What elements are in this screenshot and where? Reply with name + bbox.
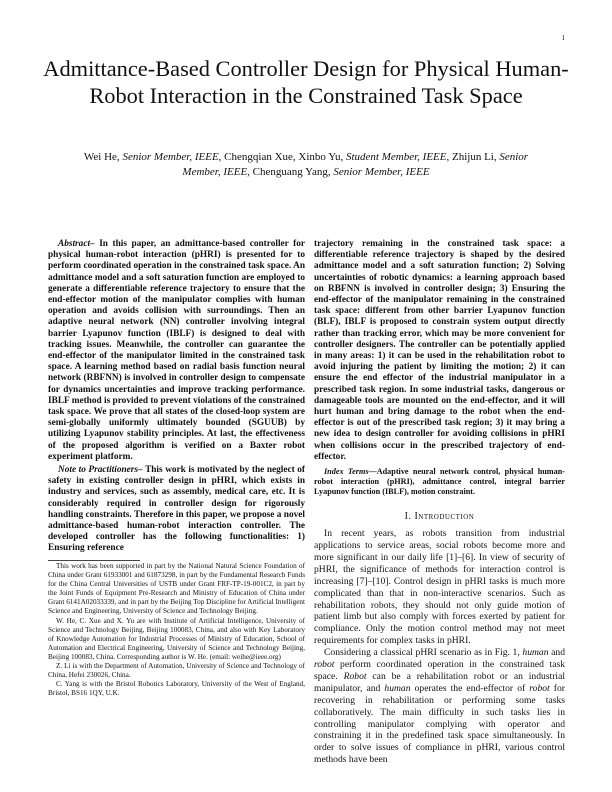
footnote: W. He, C. Xue and X. Yu are with Institute of Artificial Intelligence, University of Science and Technology Beijing, Beijing 100083, China, and also with Key Laboratory of Knowledge Automation for Industrial Processes of Ministry of Education, School of Automation and Electrical Engineering, University of Science and Technology Beijing, Beijing 100083, China. Corresponding author is W. He. (email: weihe@ieee.org) (48, 616, 305, 661)
page-number: 1 (561, 34, 565, 42)
note-lead: Note to Practitioners– (58, 465, 143, 476)
intro-text: and (548, 647, 565, 659)
footnotes (48, 562, 305, 698)
author-text: , Zhijun Li, (446, 151, 500, 163)
footnote: Z. Li is with the Department of Automation, University of Science and Technology of China, Hefei 230026, China. (48, 662, 305, 680)
left-column (48, 239, 305, 557)
footnote: This work has been supported in part by the National Natural Science Foundation of China under Grant 61933001 and 61873298, in part by the Fundamental Research Funds for the China Central Universities of USTB under Grant FRF-TP-19-001C2, in part by the Joint Funds of Equipment Pre-Research and Ministry of Education of China under Grant 6141A02033339, and in part by the Beijing Top Discipline for Artificial Intelligent Science and Engineering, University of Science and Technology Beijing. (48, 562, 305, 616)
intro-text: Considering a classical pHRI scenario as in Fig. 1, (324, 647, 523, 659)
index-text: —Adaptive neural network control, physical human-robot interaction (pHRI), admittance control, integral barrier Lyapunov function (IBLF), motion constraint. (314, 467, 565, 497)
intro-text: perform coordinated operation in the constrained task space. (314, 659, 565, 682)
intro-text: for recovering in rehabilitation or performing some tasks collaboratively. The main difficulty in such tasks lies in controlling manipulator complying with operator and constraining it in the predefined task space simultaneously. In order to solve issues of compliance in pHRI, various control methods have been (314, 682, 565, 766)
author-text: Wei He, (83, 151, 123, 163)
author-affil: Senior Member, IEEE (122, 151, 219, 163)
footnote-divider (48, 560, 140, 561)
abstract-lead: Abstract– (58, 239, 95, 249)
intro-emph: human (384, 682, 411, 694)
abstract-text: In this paper, an admittance-based controller for physical human-robot interaction (pHRI) is presented for to perform coordinated operation in the constrained task space. An admittance model and a soft saturation function are employed to generate a differentiable reference trajectory to ensure that the end-effector motion of the manipulator complies with human operation and avoids collision with surroundings. Then an adaptive neural network (NN) controller involving integral barrier Lyapunov function (IBLF) is designed to deal with tracking issues. Meanwhile, the controller can guarantee the end-effector of the manipulator limited in the constrained task space. A learning method based on radial basis function neural network (RBFNN) is involved in controller design to compensate for dynamics uncertainties and improve tracking performance. IBLF method is provided to prevent violations of the constrained task space. We prove that all states of the closed-loop system are semi-globally uniformly ultimately bounded (SGUUB) by utilizing Lyapunov stability principles. At last, the effectiveness of the proposed algorithm is verified on a Baxter robot experiment platform. (48, 239, 305, 462)
index-terms (314, 467, 565, 497)
intro-text: operates the end-effector of (410, 682, 530, 694)
note-to-practitioners (48, 465, 305, 555)
author-affil: Member, IEEE (182, 165, 248, 178)
intro-emph: human (522, 647, 549, 659)
index-lead: Index Terms (324, 467, 369, 477)
intro-emph: robot (529, 682, 550, 694)
author-affil: Senior (499, 151, 529, 163)
intro-emph: robot (314, 659, 335, 671)
note-text: This work is motivated by the neglect of safety in existing controller design in pHRI, which exists in industry and services, such as assembly, medical care, etc. It is considerably required in controller design for rigorously handling constraints. Therefore in this paper, we propose a novel admittance-based human-robot interaction controller. The developed controller has the following functionalities: 1) Ensuring reference (48, 465, 306, 554)
right-column (314, 239, 565, 766)
author-affil: Senior Member, IEEE (333, 165, 430, 178)
intro-paragraph (314, 647, 565, 766)
intro-paragraph: In recent years, as robots transition from industrial applications to service areas, social robots become more and more significant in our daily life [1]–[6]. In view of security of pHRI, the significance of methods for interaction control is increasing [7]–[10]. Control design in pHRI tasks is much more complicated than that in non-interactive scenarios. Such as rehabilitation robots, they should not only guide motion of patient limb but also comply with forces exerted by patient for compliance. Only the motion control method may not meet requirements for complex tasks in pHRI. (314, 528, 565, 647)
paper-title: Admittance-Based Controller Design for Physical Human-Robot Interaction in the Constrained Task Space (43, 56, 569, 108)
author-affil: Student Member, IEEE (345, 151, 447, 163)
intro-text: can be a rehabilitation robot or an industrial manipulator, and (314, 670, 566, 694)
author-text: , Chenguang Yang, (247, 165, 334, 178)
note-continued: trajectory remaining in the constrained task space: a differentiable reference trajectory is shaped by the desired admittance model and a soft saturation function; 2) Solving uncertainties of robotic dynamics: a learning approach based on RBFNN is involved in controller design; 3) Ensuring the end-effector of the manipulator remaining in the constrained task space: different from other barrier Lyapunov function (BLF), IBLF is proposed to constrain system output directly rather than tracking error, which may be more convenient for controller designers. The controller can be potentially applied in many areas: 1) it can be used in the rehabilitation robot to avoid injuring the patient by limiting the motion; 2) it can ensure the end effector of the industrial manipulator in a prescribed task region. In some industrial tasks, dangerous or damageable tools are mounted on the end-effector, and it will hurt human and bring damage to the robot when the end-effector is out of the prescribed task region; 3) it may bring a new idea to design controller for avoiding collisions in pHRI when collisions occur in the prescribed trajectory of end-effector. (314, 239, 565, 462)
footnote: C. Yang is with the Bristol Robotics Laboratory, University of the West of England, Bristol, BS16 1QY, U.K. (48, 680, 305, 698)
intro-emph: Robot (343, 670, 367, 682)
abstract (48, 239, 305, 463)
author-list (55, 150, 557, 179)
section-heading: I. Introduction (404, 511, 475, 523)
author-text: , Chengqian Xue, Xinbo Yu, (218, 151, 346, 163)
